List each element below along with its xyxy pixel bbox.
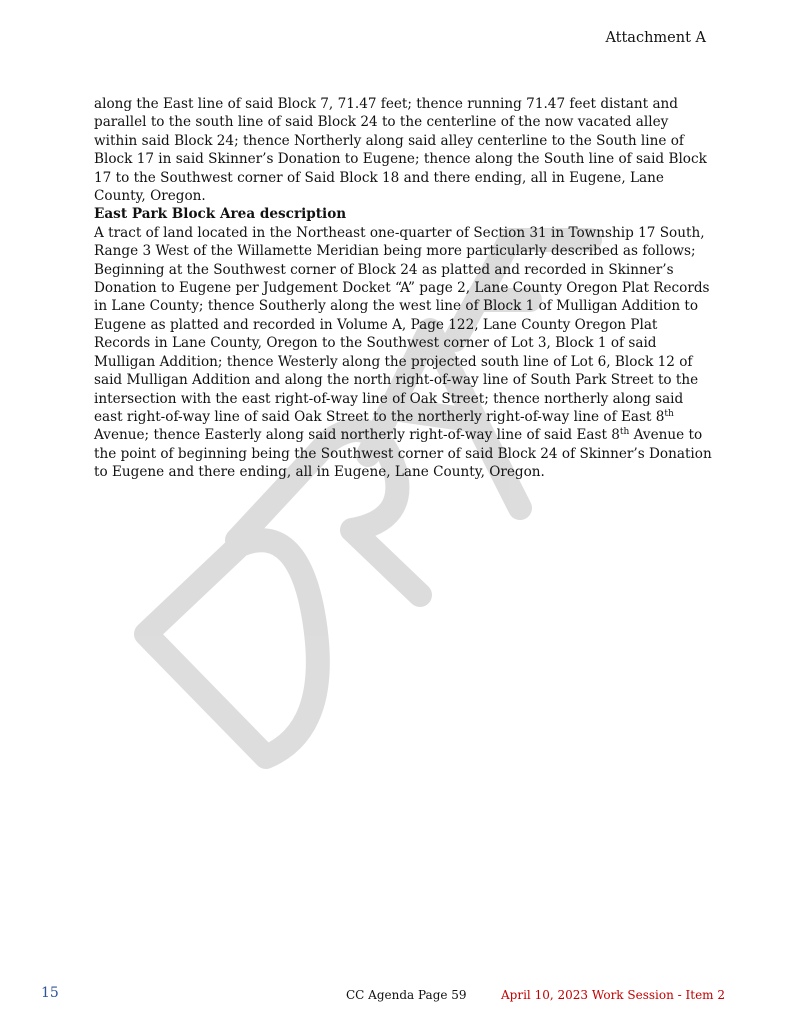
description-text-part-3: Avenue to the point of beginning being the Southwest corner of said Block 24 of Skinner’s Donation to Eugene and there ending, all in Eugene, Lane County, Oregon. xyxy=(94,427,712,481)
continuation-paragraph: along the East line of said Block 7, 71.47 feet; thence running 71.47 feet distant and parallel to the south line of said Block 24 to the centerline of the now vacated alley within said Block 24; thence Northerly along said alley centerline to the South line of Block 17 in said Skinner’s Donation to Eugene; thence along the South line of said Block 17 to the Southwest corner of Said Block 18 and there ending, all in Eugene, Lane County, Oregon. xyxy=(94,96,707,205)
work-session-label: April 10, 2023 Work Session - Item 2 xyxy=(501,988,725,1002)
ordinal-suffix: th xyxy=(664,408,674,419)
document-body xyxy=(94,95,714,482)
attachment-label: Attachment A xyxy=(605,30,706,46)
description-text-part-2: Avenue; thence Easterly along said northerly right-of-way line of said East 8 xyxy=(94,427,620,444)
agenda-page-label: CC Agenda Page 59 xyxy=(346,988,467,1002)
ordinal-suffix: th xyxy=(619,427,630,438)
page-number: 15 xyxy=(41,985,59,1001)
description-text-part-1: A tract of land located in the Northeast one-quarter of Section 31 in Township 17 South, Range 3 West of the Willamette Meridian being more particularly described as follows; Beginning at the Southwest corner of Block 24 as platted and recorded in Skinner’s Donation to Eugene per Judgement Docket “A” page 2, Lane County Oregon Plat Records in Lane County; thence Southerly along the west line of Block 1 of Mulligan Addition to Eugene as platted and recorded in Volume A, Page 122, Lane County Oregon Plat Records in Lane County, Oregon to the Southwest corner of Lot 3, Block 1 of said Mulligan Addition; thence Westerly along the projected south line of Lot 6, Block 12 of said Mulligan Addition and along the north right-of-way line of South Park Street to the intersection with the east right-of-way line of Oak Street; thence northerly along said east right-of-way line of said Oak Street to the northerly right-of-way line of East 8 xyxy=(94,224,710,425)
section-heading: East Park Block Area description xyxy=(94,206,347,223)
legal-description-paragraph xyxy=(94,224,714,482)
